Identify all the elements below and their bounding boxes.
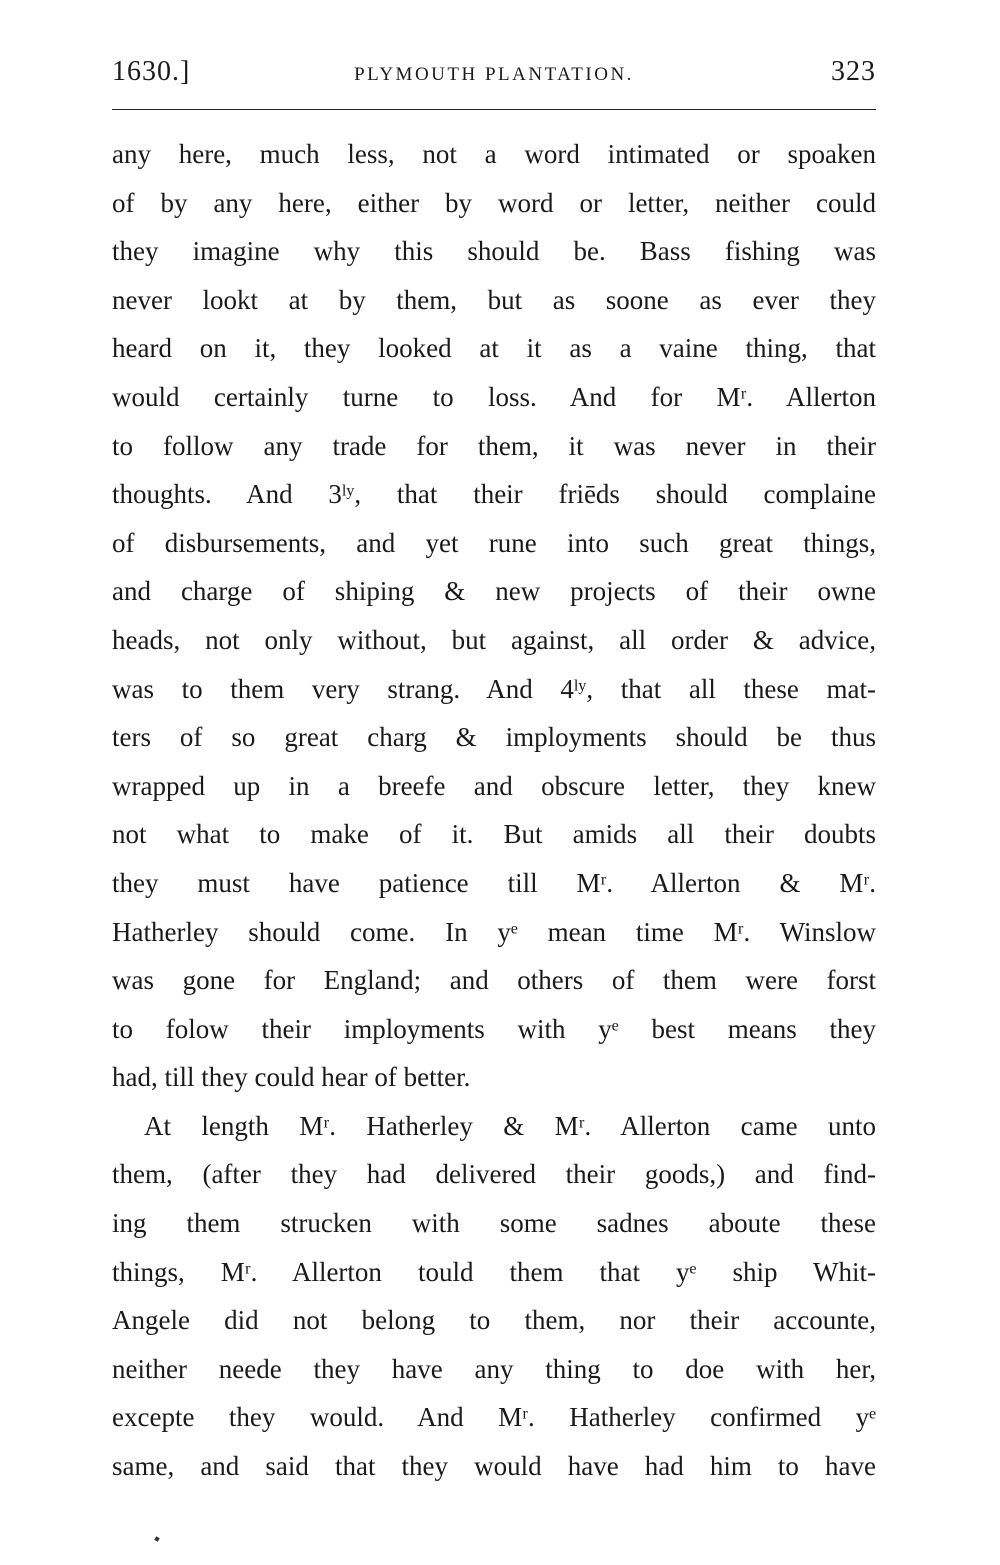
text-line: Hatherley should come. In yᵉ mean time Mʳ. Winslow xyxy=(112,916,876,947)
text-line: heads, not only without, but against, all order & advice, xyxy=(112,624,876,655)
text-line: not what to make of it. But amids all their doubts xyxy=(112,819,876,850)
text-line: of disbursements, and yet rune into such great things, xyxy=(112,527,876,558)
text-line: excepte they would. And Mʳ. Hatherley confirmed yᵉ xyxy=(112,1402,876,1433)
text-line: they imagine why this should be. Bass fishing was xyxy=(112,236,876,267)
page-number: 323 xyxy=(831,56,876,87)
text-line: was gone for England; and others of them were forst xyxy=(112,965,876,996)
header-rule xyxy=(112,109,876,110)
text-line: heard on it, they looked at it as a vaine thing, that xyxy=(112,333,876,364)
text-line: ters of so great charg & imployments should be thus xyxy=(112,722,876,753)
text-line: same, and said that they would have had him to have xyxy=(112,1451,876,1482)
text-line: never lookt at by them, but as soone as ever they xyxy=(112,284,876,315)
text-line: neither neede they have any thing to doe with her, xyxy=(112,1353,876,1384)
header-title: PLYMOUTH PLANTATION. xyxy=(354,64,634,85)
text-line: wrapped up in a breefe and obscure letter, they knew xyxy=(112,770,876,801)
text-line: to follow any trade for them, it was never in their xyxy=(112,430,876,461)
paragraph-start-line: At length Mʳ. Hatherley & Mʳ. Allerton came unto xyxy=(144,1110,876,1141)
text-line: thoughts. And 3ˡʸ, that their friēds should complaine xyxy=(112,479,876,510)
header-year: 1630.] xyxy=(112,56,191,87)
text-line: to folow their imployments with yᵉ best means they xyxy=(112,1013,876,1044)
print-speck xyxy=(154,1536,159,1541)
text-line: was to them very strang. And 4ˡʸ, that all these mat- xyxy=(112,673,876,704)
text-line: ing them strucken with some sadnes aboute these xyxy=(112,1208,876,1239)
text-line: Angele did not belong to them, nor their accounte, xyxy=(112,1305,876,1336)
text-line: of by any here, either by word or letter, neither could xyxy=(112,187,876,218)
text-line: things, Mʳ. Allerton tould them that yᵉ ship Whit- xyxy=(112,1256,876,1287)
text-line: they must have patience till Mʳ. Allerton & Mʳ. xyxy=(112,867,876,898)
text-line: them, (after they had delivered their goods,) and find- xyxy=(112,1159,876,1190)
text-line: any here, much less, not a word intimated or spoaken xyxy=(112,139,876,169)
text-line: and charge of shiping & new projects of their owne xyxy=(112,576,876,607)
text-line: had, till they could hear of better. xyxy=(112,1062,471,1093)
body-text xyxy=(112,130,876,1491)
running-head xyxy=(112,56,876,96)
text-line: would certainly turne to loss. And for Mʳ. Allerton xyxy=(112,381,876,412)
